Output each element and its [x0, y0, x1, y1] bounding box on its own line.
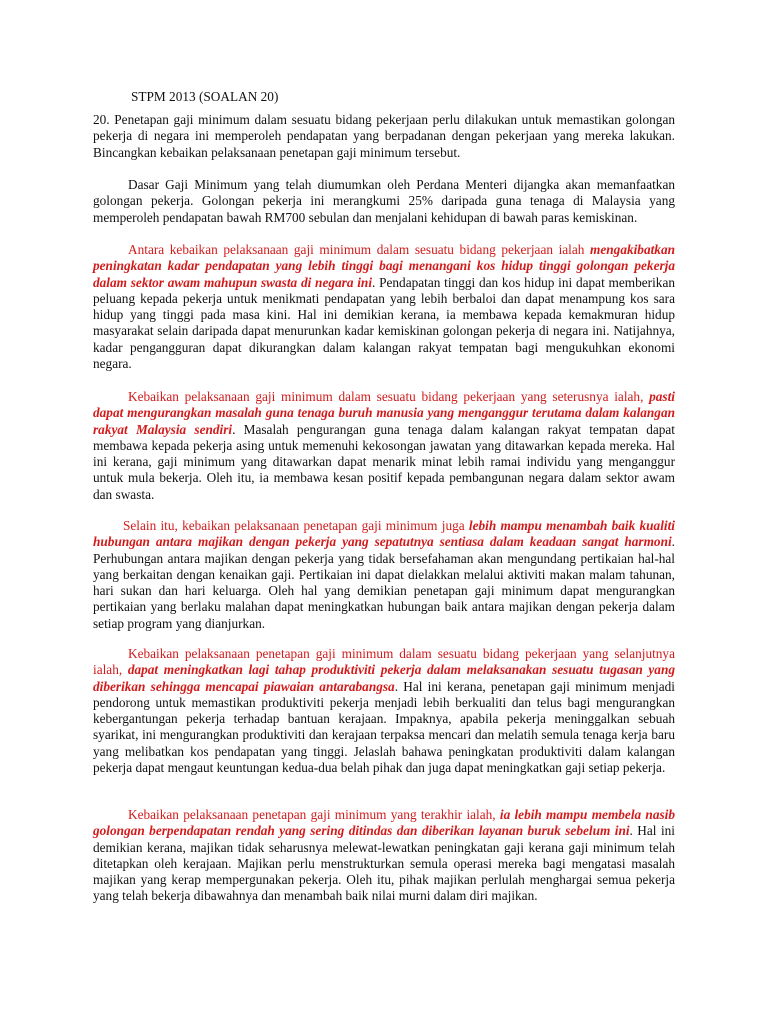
paragraph-4-text [93, 646, 675, 776]
intro-paragraph [93, 177, 675, 226]
point-paragraph-1 [93, 242, 675, 372]
paragraph-5-lead: Kebaikan pelaksanaan penetapan gaji minimum yang terakhir ialah, [128, 807, 500, 822]
point-paragraph-5 [93, 807, 675, 905]
paragraph-3-lead: Selain itu, kebaikan pelaksanaan penetapan gaji minimum juga [123, 518, 469, 533]
paragraph-2-text [93, 389, 675, 503]
point-paragraph-4 [93, 646, 675, 776]
paragraph-5-text [93, 807, 675, 905]
paragraph-1-text [93, 242, 675, 372]
paragraph-1-point: mengakibatkan peningkatan kadar pendapatan yang lebih tinggi bagi menangani kos hidup tinggi golongan pekerja dalam sektor awam mahupun swasta di negara ini [93, 242, 675, 290]
point-paragraph-3 [93, 518, 675, 632]
intro-text: Dasar Gaji Minimum yang telah diumumkan oleh Perdana Menteri dijangka akan memanfaatkan golongan pekerja. Golongan pekerja ini merangkumi 25% daripada guna tenaga di Malaysia yang memperoleh pendapatan bawah RM700 sebulan dan menjalani kehidupan di bawah paras kemiskinan. [93, 177, 675, 225]
paragraph-5-body: . Hal ini demikian kerana, majikan tidak seharusnya melewat-lewatkan peningkatan gaji kerana gaji minimum telah ditetapkan oleh kerajaan. Majikan perlu menstrukturkan semula operasi mereka bagi mengatasi masalah majikan yang kerap mempergunakan pekerja. Oleh itu, pihak majikan perlulah menghargai semua pekerja yang telah bekerja dibawahnya dan menambah baik nilai murni dalam diri majikan. [93, 823, 675, 904]
document-heading: STPM 2013 (SOALAN 20) [131, 89, 279, 104]
paragraph-1-lead: Antara kebaikan pelaksanaan gaji minimum dalam sesuatu bidang pekerjaan ialah [128, 242, 591, 257]
question-text: 20. Penetapan gaji minimum dalam sesuatu bidang pekerjaan perlu dilakukan untuk memastikan golongan pekerja di negara ini memperoleh pendapatan yang berpadanan dengan pekerjaan yang mereka lakukan. Bincangkan kebaikan pelaksanaan penetapan gaji minimum tersebut. [93, 112, 675, 160]
paragraph-2-body: . Masalah pengurangan guna tenaga dalam kalangan rakyat tempatan dapat membawa kepada pekerja asing untuk memenuhi kekosongan jawatan yang ditawarkan kepada mereka. Hal ini kerana, gaji minimum yang ditawarkan dapat menarik minat lebih ramai individu yang menganggur untuk mula bekerja. Oleh itu, ia membawa kesan positif kepada pembangunan negara dalam sektor awam dan swasta. [93, 421, 675, 502]
paragraph-3-point: lebih mampu menambah baik kualiti hubungan antara majikan dengan pekerja yang sepatutnya sentiasa dalam keadaan sangat harmoni [93, 518, 675, 550]
paragraph-3-text [93, 518, 675, 632]
paragraph-4-body: . Hal ini kerana, penetapan gaji minimum menjadi pendorong untuk memastikan produktiviti pekerja menjadi lebih berkualiti dan telus bagi mengurangkan kebergantungan pekerja terhadap bantuan kerajaan. Impaknya, apabila pekerja meninggalkan sebuah syarikat, ini mengurangkan produktiviti dan kerajaan terpaksa mencari dan melatih semula tenaga kerja baru yang melibatkan kos pendapatan yang tinggi. Jelaslah bahawa peningkatan produktiviti dalam kalangan pekerja dapat mengaut keuntungan kedua-dua belah pihak dan juga dapat meningkatkan gaji setiap pekerja. [93, 678, 675, 776]
paragraph-2-lead: Kebaikan pelaksanaan gaji minimum dalam sesuatu bidang pekerjaan yang seterusnya ialah, [128, 389, 650, 404]
question-paragraph [93, 112, 675, 161]
paragraph-1-body: . Pendapatan tinggi dan kos hidup ini dapat memberikan peluang kepada pekerja untuk menikmati pendapatan yang lebih berbaloi dan dapat menampung kos sara hidup yang tinggi pada masa kini. Hal ini demikian kerana, ia membawa kepada kemakmuran hidup masyarakat selain daripada dapat menurunkan kadar kemiskinan golongan pekerja di negara ini. Natijahnya, kadar pengangguran dapat dikurangkan dalam kalangan rakyat tempatan bagi mengukuhkan ekonomi negara. [93, 274, 675, 372]
paragraph-3-body: . Perhubungan antara majikan dengan pekerja yang tidak bersefahaman akan mengundang pertikaian hal-hal yang berkaitan dengan kenaikan gaji. Pertikaian ini dapat dielakkan melalui aktiviti makan malam tahunan, hari sukan dan hari keluarga. Oleh hal yang demikian penetapan gaji minimum dapat mengurangkan pertikaian yang berlaku malahan dapat meningkatkan hubungan baik antara majikan dengan pekerja dalam setiap program yang dianjurkan. [93, 534, 675, 631]
point-paragraph-2 [93, 389, 675, 503]
paragraph-5-point: ia lebih mampu membela nasib golongan berpendapatan rendah yang sering ditindas dan diberikan layanan buruk sebelum ini [93, 807, 675, 839]
paragraph-2-point: pasti dapat mengurangkan masalah guna tenaga buruh manusia yang menganggur terutama dalam kalangan rakyat Malaysia sendiri [93, 389, 675, 437]
paragraph-4-point: dapat meningkatkan lagi tahap produktiviti pekerja dalam melaksanakan sesuatu tugasan yang diberikan sehingga mencapai piawaian antarabangsa [93, 662, 675, 694]
paragraph-4-lead: Kebaikan pelaksanaan penetapan gaji minimum dalam sesuatu bidang pekerjaan yang selanjutnya ialah, [93, 646, 675, 678]
